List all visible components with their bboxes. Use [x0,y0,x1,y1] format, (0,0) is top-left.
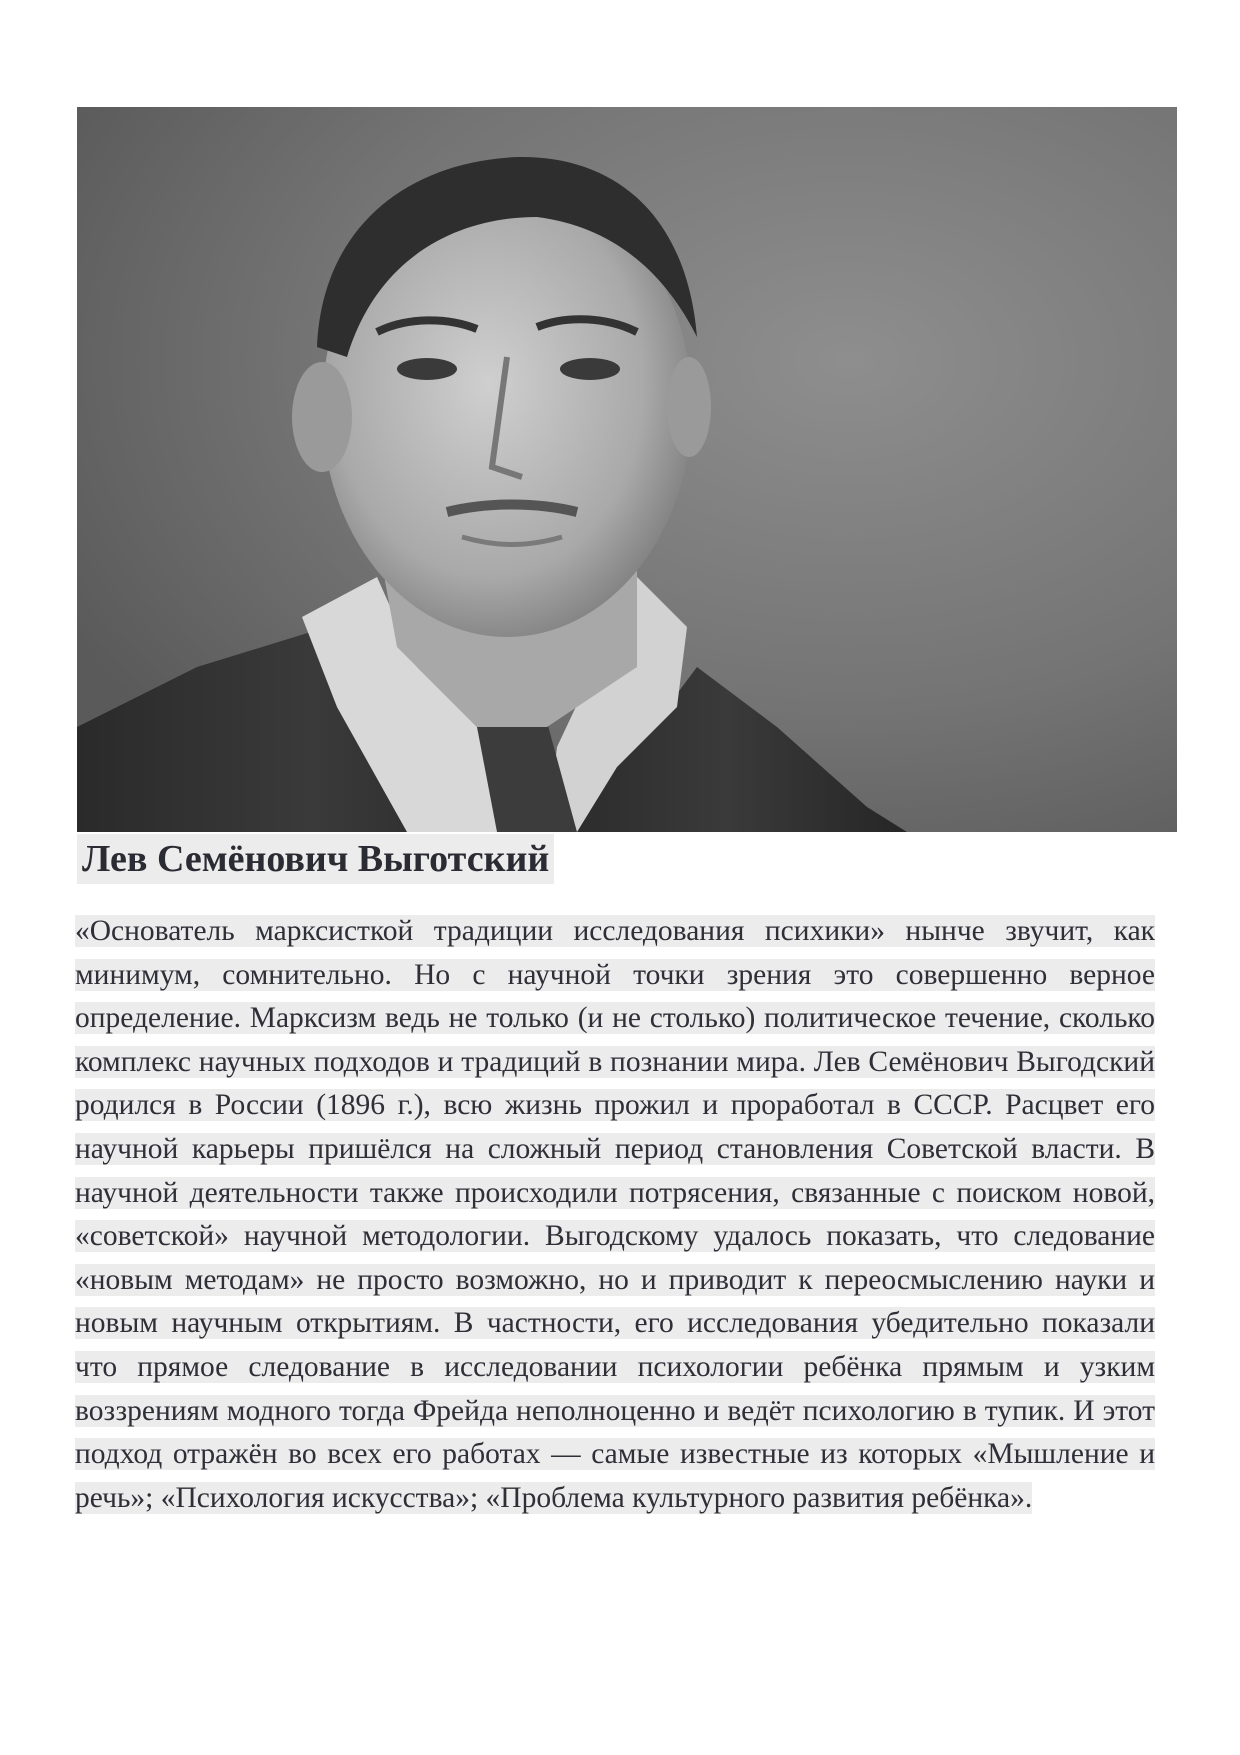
page-title: Лев Семёнович Выготский [77,834,554,884]
paragraph-text: «Основатель марксисткой традиции исследования психики» нынче звучит, как минимум, сомнительно. Но с научной точки зрения это совершенно верное определение. Марксизм ведь не только (и не столько) политическое течение, сколько комплекс научных подходов и традиций в познании мира. Лев Семёнович Выгодский родился в России (1896 г.), всю жизнь прожил и проработал в СССР. Расцвет его научной карьеры пришёлся на сложный период становления Советской власти. В научной деятельности также происходили потрясения, связанные с поиском новой, «советской» научной методологии. Выгодскому удалось показать, что следование «новым методам» не просто возможно, но и приводит к переосмыслению науки и новым научным открытиям. В частности, его исследования убедительно показали что прямое следование в исследовании психологии ребёнка прямым и узким воззрениям модного тогда Фрейда неполноценно и ведёт психологию в тупик. И этот подход отражён во всех его работах — самые известные из которых «Мышление и речь»; «Психология искусства»; «Проблема культурного развития ребёнка». [75,915,1155,1514]
portrait-photo [77,107,1177,832]
portrait-illustration [77,107,1177,832]
article-paragraph [75,910,1155,1520]
